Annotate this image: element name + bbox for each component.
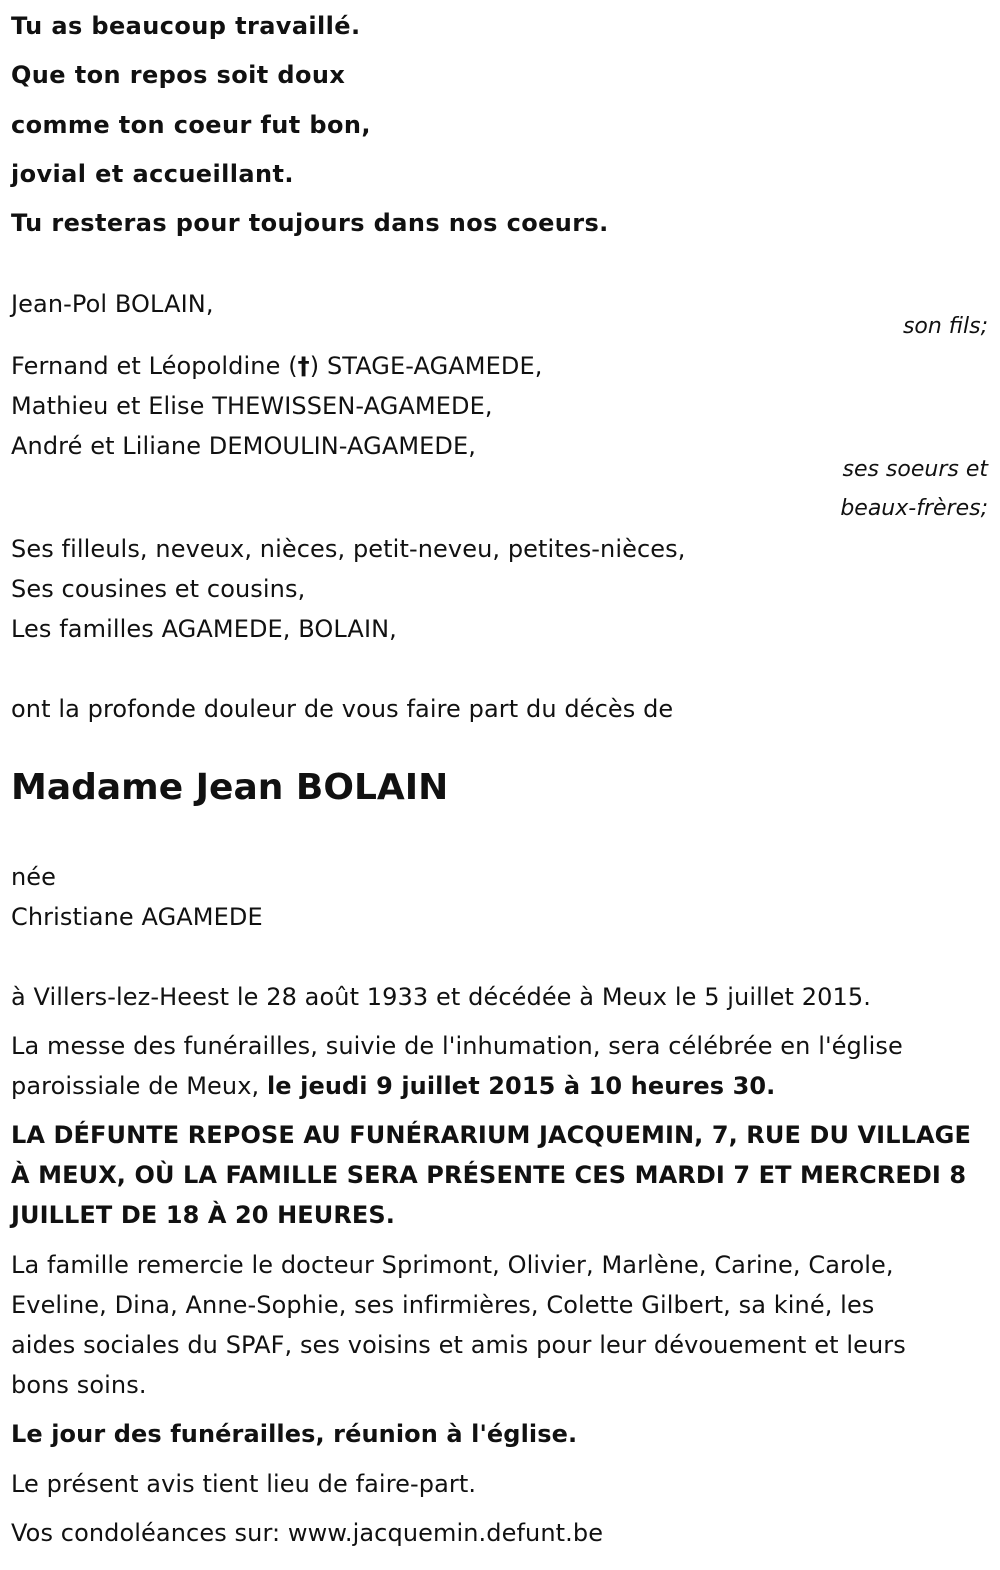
mass-datetime: le jeudi 9 juillet 2015 à 10 heures 30. — [266, 1072, 776, 1100]
sibling-line-1-after: ) STAGE-AGAMEDE, — [309, 352, 543, 380]
poem-line-5: Tu resteras pour toujours dans nos coeurs. — [11, 209, 609, 237]
announcement: ont la profonde douleur de vous faire part du décès de — [11, 695, 674, 723]
nee-label: née — [11, 863, 57, 891]
family-line-3: Les familles AGAMEDE, BOLAIN, — [11, 615, 397, 643]
notice-note: Le présent avis tient lieu de faire-part. — [11, 1470, 477, 1498]
family-line-2: Ses cousines et cousins, — [11, 575, 306, 603]
siblings-relation-1: ses soeurs et — [842, 457, 988, 482]
mass-line-1: La messe des funérailles, suivie de l'inhumation, sera célébrée en l'église — [11, 1032, 903, 1060]
sibling-line-1 — [11, 351, 542, 381]
mass-line-2-normal: paroissiale de Meux, — [11, 1072, 267, 1100]
son-name: Jean-Pol BOLAIN, — [11, 290, 214, 318]
condolences-note: Vos condoléances sur: www.jacquemin.defunt.be — [11, 1519, 604, 1547]
birth-death-dates: à Villers-lez-Heest le 28 août 1933 et décédée à Meux le 5 juillet 2015. — [11, 983, 871, 1011]
poem-line-4: jovial et accueillant. — [11, 160, 294, 188]
son-relation: son fils; — [902, 314, 988, 339]
deceased-name: Madame Jean BOLAIN — [11, 767, 449, 808]
thanks-line-3: aides sociales du SPAF, ses voisins et amis pour leur dévouement et leurs — [11, 1331, 906, 1359]
family-line-1: Ses filleuls, neveux, nièces, petit-neveu, petites-nièces, — [11, 535, 686, 563]
maiden-name: Christiane AGAMEDE — [11, 903, 263, 931]
mass-line-2 — [11, 1071, 775, 1101]
poem-line-2: Que ton repos soit doux — [11, 61, 346, 89]
thanks-line-4: bons soins. — [11, 1371, 147, 1399]
meeting-note: Le jour des funérailles, réunion à l'église. — [11, 1420, 578, 1448]
rest-line-2: À MEUX, OÙ LA FAMILLE SERA PRÉSENTE CES MARDI 7 ET MERCREDI 8 — [11, 1161, 967, 1189]
poem-line-3: comme ton coeur fut bon, — [11, 111, 371, 139]
rest-line-1: LA DÉFUNTE REPOSE AU FUNÉRARIUM JACQUEMIN, 7, RUE DU VILLAGE — [11, 1121, 971, 1149]
thanks-line-2: Eveline, Dina, Anne-Sophie, ses infirmières, Colette Gilbert, sa kiné, les — [11, 1291, 875, 1319]
sibling-line-2: Mathieu et Elise THEWISSEN-AGAMEDE, — [11, 392, 493, 420]
cross-icon: † — [297, 352, 310, 380]
rest-line-3: JUILLET DE 18 À 20 HEURES. — [11, 1201, 396, 1229]
sibling-line-3: André et Liliane DEMOULIN-AGAMEDE, — [11, 432, 476, 460]
sibling-line-1-before: Fernand et Léopoldine ( — [11, 352, 298, 380]
siblings-relation-2: beaux-frères; — [840, 496, 988, 521]
thanks-line-1: La famille remercie le docteur Sprimont, Olivier, Marlène, Carine, Carole, — [11, 1251, 894, 1279]
poem-line-1: Tu as beaucoup travaillé. — [11, 12, 361, 40]
